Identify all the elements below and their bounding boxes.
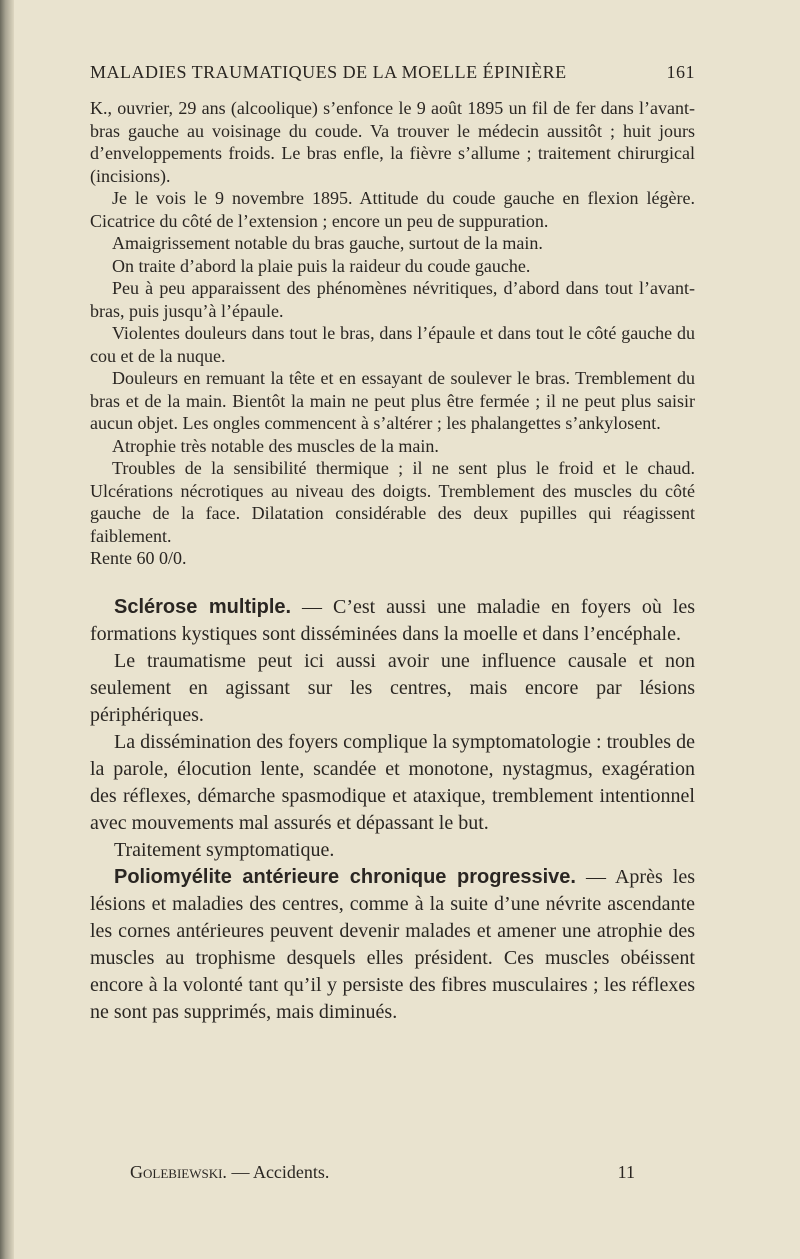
body-text bbox=[90, 594, 695, 1026]
signature-mark: 11 bbox=[617, 1162, 635, 1182]
sclerose-paragraph bbox=[90, 594, 695, 648]
sclerose-body-paragraph: Le traumatisme peut ici aussi avoir une influence causale et non seulement en agissant sur les centres, mais encore par lésions périphériques. bbox=[90, 649, 695, 726]
case-paragraph: Atrophie très notable des muscles de la main. bbox=[112, 435, 439, 456]
running-head-title: MALADIES TRAUMATIQUES DE LA MOELLE ÉPINIÈRE bbox=[90, 62, 567, 82]
running-head bbox=[90, 62, 695, 83]
book-spine-edge bbox=[0, 0, 14, 1259]
case-paragraph: Douleurs en remuant la tête et en essayant de soulever le bras. Tremblement du bras et de la main. Bientôt la main ne peut plus être fermée ; il ne peut plus saisir aucun objet. Les ongles commencent à s’altérer ; les phalangettes s’ankylosent. bbox=[90, 368, 695, 433]
page-number: 161 bbox=[666, 62, 695, 82]
poliomyelite-heading: Poliomyélite antérieure chronique progressive. bbox=[114, 865, 576, 888]
poliomyelite-paragraph bbox=[90, 864, 695, 1026]
footer-book-credit bbox=[130, 1162, 329, 1183]
case-paragraph: K., ouvrier, 29 ans (alcoolique) s’enfonce le 9 août 1895 un fil de fer dans l’avant-bras gauche au voisinage du coude. Va trouver le médecin aussitôt ; huit jours d’enveloppements froids. Le bras enfle, la fièvre s’allume ; traitement chirurgical (incisions). bbox=[90, 98, 695, 186]
case-paragraph: Violentes douleurs dans tout le bras, dans l’épaule et dans tout le côté gauche du cou et de la nuque. bbox=[90, 323, 695, 366]
sclerose-body-paragraph: Traitement symptomatique. bbox=[114, 838, 335, 861]
sclerose-heading: Sclérose multiple. bbox=[114, 595, 292, 618]
page-footer bbox=[130, 1162, 635, 1183]
case-paragraph: On traite d’abord la plaie puis la raideur du coude gauche. bbox=[112, 255, 531, 276]
sclerose-body-paragraph: La dissémination des foyers complique la symptomatologie : troubles de la parole, élocution lente, scandée et monotone, nystagmus, exagération des réflexes, démarche spasmodique et ataxique, tremblement intentionnel avec mouvements mal assurés et dépassant le but. bbox=[90, 730, 695, 834]
footer-title: — Accidents. bbox=[226, 1162, 330, 1182]
poliomyelite-lead: — Après les lésions et maladies des centres, comme à la suite d’une névrite ascendante les cornes antérieures peuvent devenir malades et amener une atrophie des muscles au trophisme desquels elles président. Ces muscles obéissent encore à la volonté tant qu’il y persiste des fibres musculaires ; les réflexes ne sont pas supprimés, mais diminués. bbox=[90, 865, 695, 1023]
book-page bbox=[90, 62, 695, 1026]
case-report bbox=[90, 97, 695, 570]
case-paragraph: Troubles de la sensibilité thermique ; il ne sent plus le froid et le chaud. Ulcérations nécrotiques au niveau des doigts. Tremblement des muscles du côté gauche de la face. Dilatation considérable des deux pupilles qui réagissent faiblement. bbox=[90, 458, 695, 546]
case-paragraph: Amaigrissement notable du bras gauche, surtout de la main. bbox=[112, 233, 543, 253]
sclerose-lead: — C’est aussi une maladie en foyers où les formations kystiques sont disséminées dans la moelle et dans l’encéphale. bbox=[90, 595, 696, 645]
case-paragraph: Peu à peu apparaissent des phénomènes névritiques, d’abord dans tout l’avant-bras, puis jusqu’à l’épaule. bbox=[90, 278, 695, 321]
case-paragraph: Rente 60 0/0. bbox=[90, 548, 187, 568]
case-paragraph: Je le vois le 9 novembre 1895. Attitude du coude gauche en flexion légère. Cicatrice du côté de l’extension ; encore un peu de suppuration. bbox=[90, 188, 695, 231]
footer-author: Golebiewski. bbox=[130, 1162, 227, 1182]
